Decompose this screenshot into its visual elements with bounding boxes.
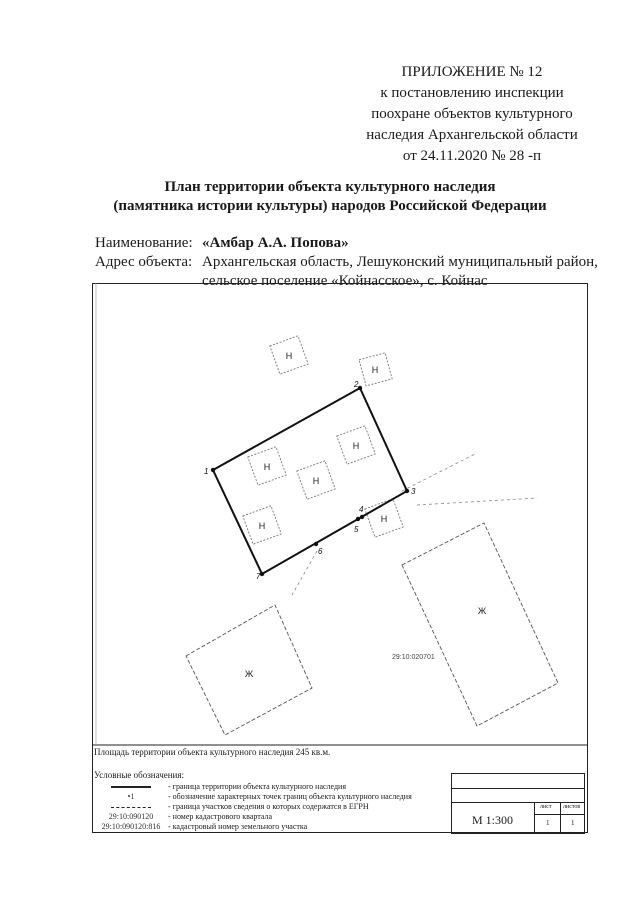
building-label: Н xyxy=(263,462,271,472)
building-label: Н xyxy=(285,351,293,361)
sheet-value: 1 xyxy=(546,819,550,827)
plan-title-line: (памятника истории культуры) народов Российской Федерации xyxy=(113,198,547,214)
appendix-line: ПРИЛОЖЕНИЕ № 12 xyxy=(401,64,543,80)
boundary-line-symbol xyxy=(111,786,151,788)
legend-item: 29:10:090120 - номер кадастрового квартала xyxy=(108,812,273,821)
building-label: Н xyxy=(371,365,379,375)
point-label: 3 xyxy=(411,487,416,496)
cadastral-quarter-label: 29:10:020701 xyxy=(392,654,435,661)
legend-item: - граница участков сведения о которых содержатся в ЕГРН xyxy=(94,802,369,811)
point-label: 6 xyxy=(318,547,323,556)
legend-item: •1 - обозначение характерных точек границ объекта культурного наследия xyxy=(127,792,412,801)
residential-parcels xyxy=(186,523,558,735)
appendix-line: от 24.11.2020 № 28 -п xyxy=(402,148,542,164)
address-line-2: сельское поселение «Койнасское», с. Койнас xyxy=(202,273,488,289)
point-label: 1 xyxy=(204,467,209,476)
address-label: Адрес объекта: xyxy=(95,254,193,270)
point-label: 7 xyxy=(256,572,261,581)
area-text: Площадь территории объекта культурного наследия 245 кв.м. xyxy=(94,747,331,757)
plan-title xyxy=(60,178,600,216)
appendix-line: к постановлению инспекции xyxy=(380,85,564,101)
building-label: Н xyxy=(312,476,320,486)
legend-item: 29:10:090120:816 - кадастровый номер земельного участка xyxy=(101,822,308,831)
appendix-header xyxy=(362,62,582,167)
point-label: 4 xyxy=(359,505,364,514)
appendix-line: наследия Архангельской области xyxy=(366,127,578,143)
residential-label: Ж xyxy=(477,606,487,616)
point-label: 2 xyxy=(354,380,359,389)
legend-title: Условные обозначения: xyxy=(94,770,185,780)
point-label: 5 xyxy=(354,525,359,534)
plan-title-line: План территории объекта культурного наследия xyxy=(164,179,496,195)
name-label: Наименование: xyxy=(95,235,193,251)
sheets-header: листов xyxy=(563,804,581,810)
building-label: Н xyxy=(258,521,266,531)
address-line-1: Архангельская область, Лешуконский муниципальный район, xyxy=(202,254,598,270)
residential-label: Ж xyxy=(244,669,254,679)
name-value: «Амбар А.А. Попова» xyxy=(202,235,349,251)
scale-label: М 1:300 xyxy=(472,813,514,827)
sheet-header: лист xyxy=(540,804,552,810)
appendix-line: поохране объектов культурного xyxy=(371,106,573,122)
sheets-value: 1 xyxy=(571,819,575,827)
building-label: Н xyxy=(380,514,388,524)
building-label: Н xyxy=(352,441,360,451)
title-block xyxy=(451,773,585,834)
legend-item: - граница территории объекта культурного наследия xyxy=(94,782,346,791)
parcel-line-symbol xyxy=(111,807,151,808)
